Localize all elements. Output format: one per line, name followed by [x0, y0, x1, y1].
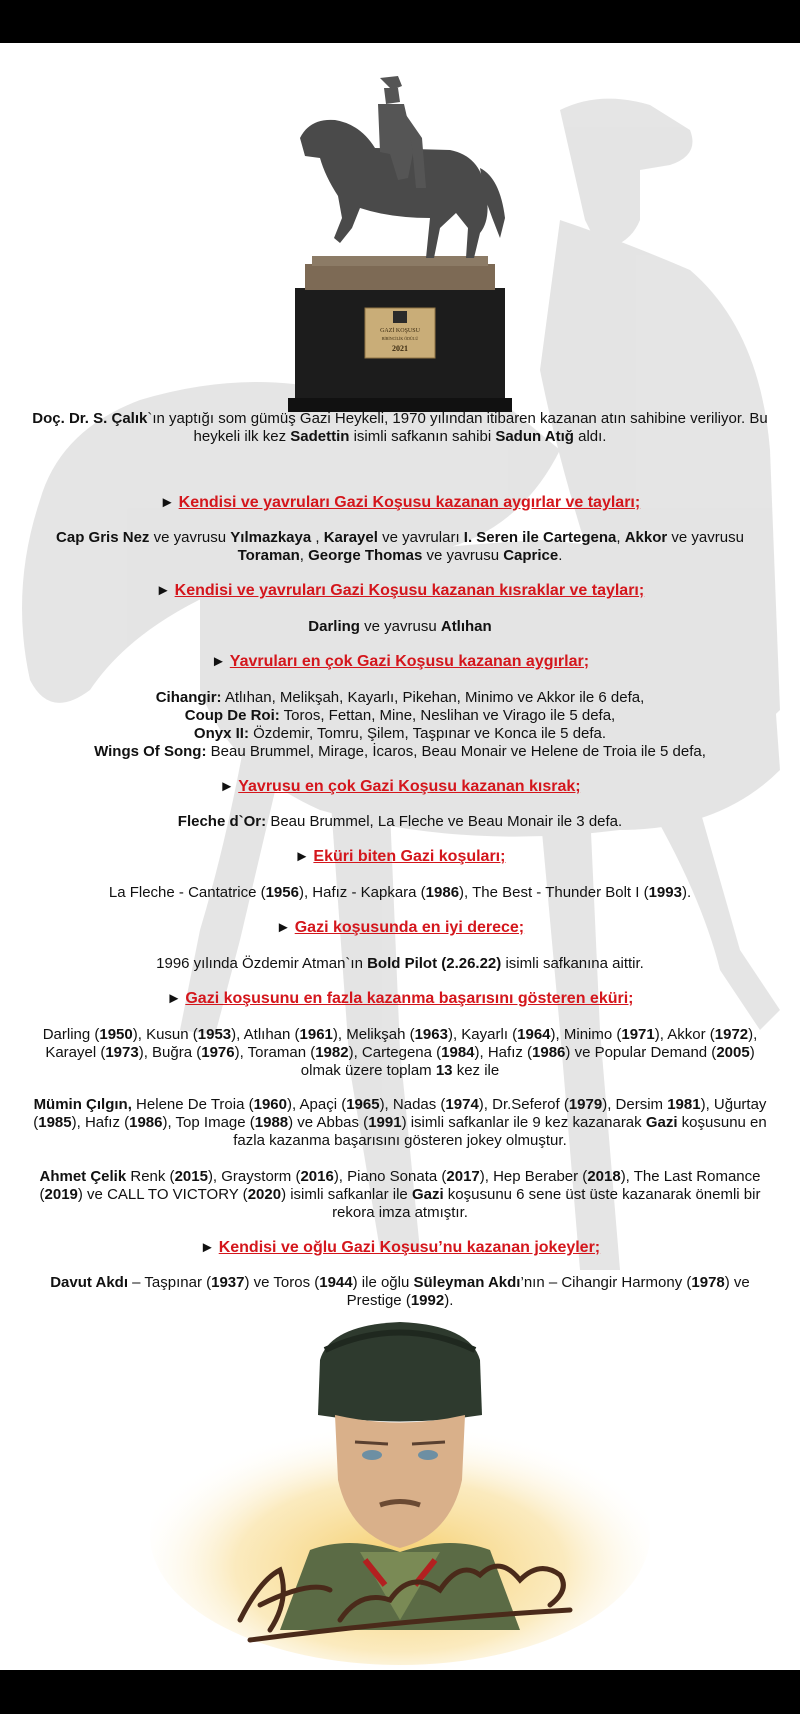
plaque-line-1: GAZİ KOŞUSU [380, 328, 420, 334]
section-stallions: Cap Gris Nez ve yavrusu Yılmazkaya , Karayel ve yavruları I. Seren ile Cartegena, Akkor ve yavrusu Toraman, George Thomas ve yavrusu Caprice. [56, 529, 744, 564]
bottom-bar [0, 1670, 800, 1714]
top-bar [0, 0, 800, 43]
arrow-icon: ► [155, 582, 171, 599]
heading-best-time: ► Gazi koşusunda en iyi derece; [275, 919, 525, 936]
list-item: Onyx II: Özdemir, Tomru, Şilem, Taşpınar ve Konca ile 5 defa. [193, 725, 607, 742]
section-stable-finishes: La Fleche - Cantatrice (1956), Hafız - Kapkara (1986), The Best - Thunder Bolt I (1993). [108, 884, 692, 901]
heading-stable-finishes: ► Eküri biten Gazi koşuları; [294, 848, 506, 865]
list-item: Cihangir: Atlıhan, Melikşah, Kayarlı, Pikehan, Minimo ve Akkor ile 6 defa, [155, 689, 645, 706]
signature-text: K. Atatürk [150, 1320, 155, 1321]
arrow-icon: ► [166, 990, 182, 1007]
section-mares: Darling ve yavrusu Atlıhan [308, 618, 492, 635]
plaque-line-2: BİRİNCİLİK ÖDÜLÜ [381, 336, 419, 341]
heading-top-mare: ► Yavrusu en çok Gazi Koşusu kazanan kısrak; [219, 778, 581, 795]
intro-paragraph: Doç. Dr. S. Çalık`ın yaptığı som gümüş Gazi Heykeli, 1970 yılından itibaren kazanan atın sahibine veriliyor. Bu heykeli ilk kez Sadettin isimli safkanın sahibi Sadun Atığ aldı. [32, 410, 768, 445]
section-father-son-jockeys: Davut Akdı – Taşpınar (1937) ve Toros (1944) ile oğlu Süleyman Akdı’nın – Cihangir Harmony (1978) ve Prestige (1992). [50, 1274, 750, 1309]
arrow-icon: ► [159, 494, 175, 511]
arrow-icon: ► [199, 1239, 215, 1256]
arrow-icon: ► [294, 848, 310, 865]
list-item: Wings Of Song: Beau Brummel, Mirage, İcaros, Beau Monair ve Helene de Troia ile 5 defa, [94, 743, 706, 760]
heading-top-sires: ► Yavruları en çok Gazi Koşusu kazanan aygırlar; [210, 653, 590, 670]
heading-stallions: ► Kendisi ve yavruları Gazi Koşusu kazanan aygırlar ve tayları; [159, 494, 641, 511]
heading-mares: ► Kendisi ve yavruları Gazi Koşusu kazanan kısraklar ve tayları; [155, 582, 645, 599]
gazi-trophy-image [280, 68, 520, 418]
plaque-year: 2021 [392, 344, 408, 353]
ataturk-portrait-image [150, 1320, 650, 1665]
list-item: Coup De Roi: Toros, Fettan, Mine, Neslihan ve Virago ile 5 defa, [184, 707, 616, 724]
section-best-time: 1996 yılında Özdemir Atman`ın Bold Pilot (2.26.22) isimli safkanına aittir. [156, 955, 644, 972]
heading-top-stable: ► Gazi koşusunu en fazla kazanma başarısını gösteren eküri; [166, 990, 634, 1007]
section-top-mare: Fleche d`Or: Beau Brummel, La Fleche ve Beau Monair ile 3 defa. [177, 813, 623, 830]
section-record-jockey: Ahmet Çelik Renk (2015), Graystorm (2016), Piano Sonata (2017), Hep Beraber (2018), The Last Romance (2019) ve CALL TO VICTORY (2020) isimli safkanlar ile Gazi koşusunu 6 sene üst üste kazanarak önemli bir rekora imza atmıştır. [39, 1168, 761, 1221]
section-top-jockey: Mümin Çılgın, Helene De Troia (1960), Apaçi (1965), Nadas (1974), Dr.Seferof (1979), Dersim 1981), Uğurtay (1985), Hafız (1986), Top Image (1988) ve Abbas (1991) isimli safkanlar ile 9 kez kazanarak Gazi koşusunu en fazla kazanma başarısını gösteren jokey olmuştur. [33, 1096, 767, 1149]
arrow-icon: ► [219, 778, 235, 795]
heading-father-son-jockeys: ► Kendisi ve oğlu Gazi Koşusu’nu kazanan jokeyler; [199, 1239, 601, 1256]
section-top-stable: Darling (1950), Kusun (1953), Atlıhan (1961), Melikşah (1963), Kayarlı (1964), Minimo (1971), Akkor (1972), Karayel (1973), Buğra (1976), Toraman (1982), Cartegena (1984), Hafız (1986) ve Popular Demand (2005) olmak üzere toplam 13 kez ile [42, 1026, 758, 1079]
arrow-icon: ► [210, 653, 226, 670]
section-top-sires [30, 689, 770, 761]
arrow-icon: ► [275, 919, 291, 936]
